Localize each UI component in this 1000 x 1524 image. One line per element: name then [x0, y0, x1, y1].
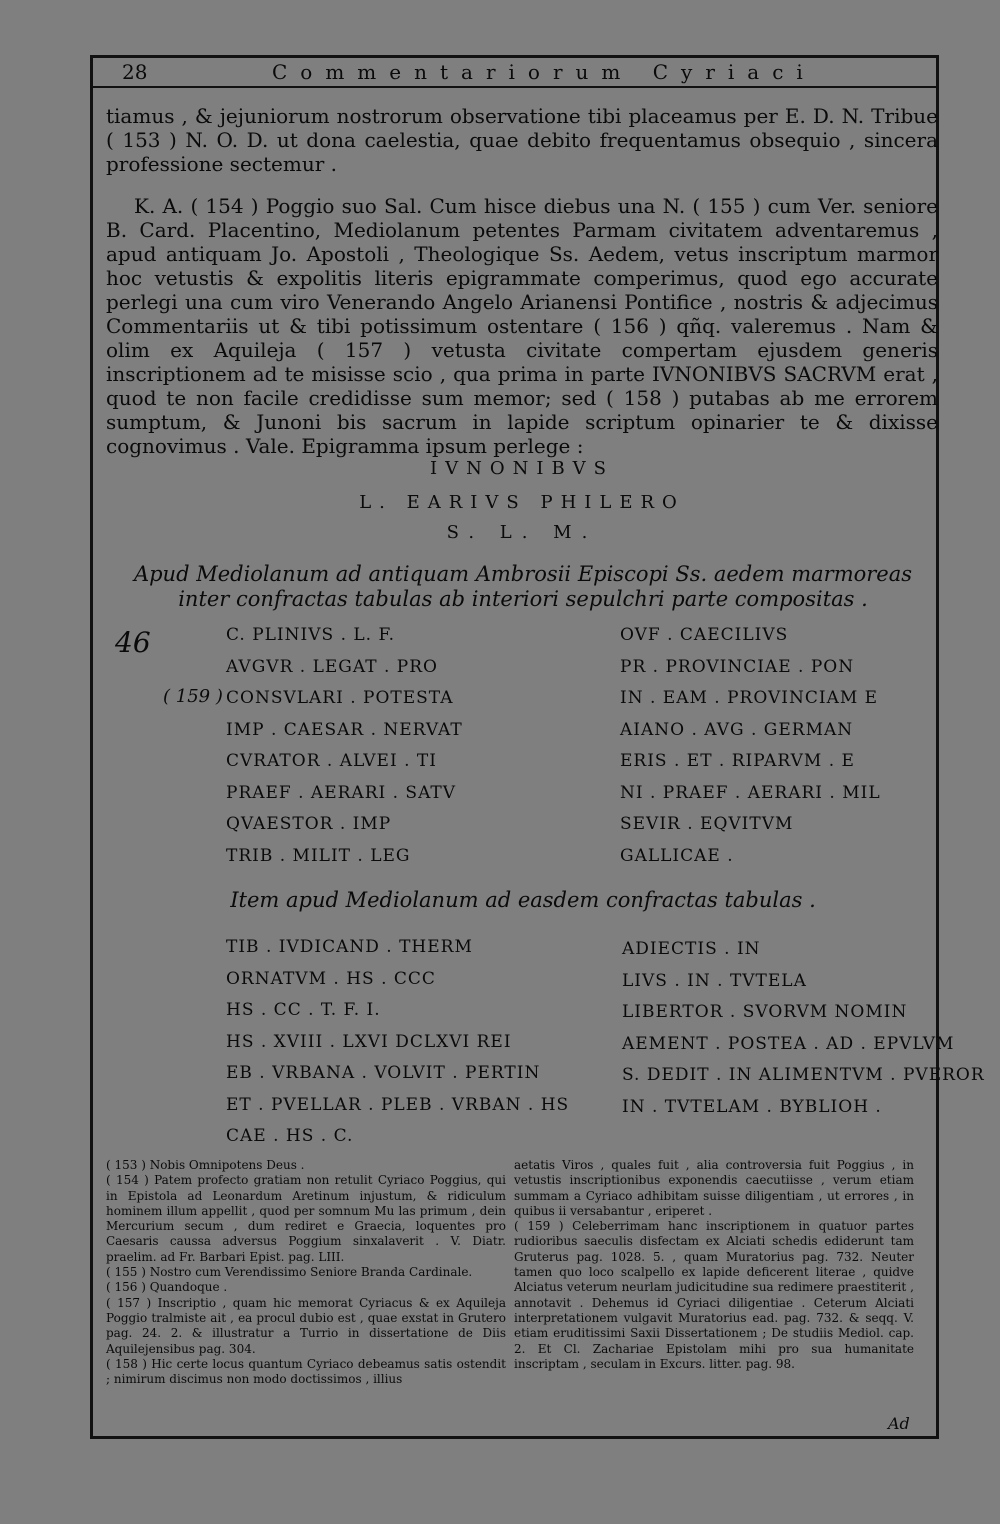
- inscription-line: CVRATOR . ALVEI . TI: [226, 751, 437, 771]
- inscription-line: AVGVR . LEGAT . PRO: [226, 656, 438, 677]
- inscription-line: IN . EAM . PROVINCIAM E: [620, 688, 879, 708]
- inscription-line: LIVS . IN . TVTELA: [622, 970, 807, 991]
- running-head: [112, 58, 932, 86]
- inscription-line: IN . TVTELAM . BYBLIOH .: [622, 1096, 882, 1117]
- body-paragraph-2: K. A. ( 154 ) Poggio suo Sal. Cum hisce diebus una N. ( 155 ) cum Ver. seniore B. Card. Placentino, Mediolanum petentes Parmam civitatem adventaremus , apud antiquam Jo. Apostoli , Theologique Ss. Aedem, vetus inscriptum marmor hoc vetustis & expolitis literis epigrammate comperimus, quod ego accurate perlegi una cum viro Venerando Angelo Arianensi Pontifice , nostris & adjecimus Commentariis ut & tibi potissimum ostentare ( 156 ) qñq. valeremus . Nam & olim ex Aquileja ( 157 ) vetusta civitate compertam ejusdem generis inscriptionem ad te misisse scio , qua prima in parte IVNONIBVS SACRVM erat , quod te non facile credidisse sum memor; sed ( 158 ) putabas ab me errorem sumptum, & Junoni bis sacrum in lapide scriptum opinarier te & dixisse cognovimus . Vale. Epigramma ipsum perlege :: [106, 194, 938, 458]
- inscription-1-left-column: [226, 620, 463, 872]
- inscription-line: OVF . CAECILIVS: [620, 625, 789, 645]
- footnote: ( 158 ) Hic certe locus quantum Cyriaco debeamus satis ostendit ; nimirum discimus non modo doctissimos , illius: [106, 1356, 506, 1387]
- inscription-line: NI . PRAEF . AERARI . MIL: [620, 782, 881, 803]
- footnote: aetatis Viros , quales fuit , alia controversia fuit Poggius , in vetustis inscriptionibus exponendis caecutiisse , verum etiam summam a Cyriaco adhibitam suisse diligentiam , ut errores , in quibus ii versabantur , eriperet .: [514, 1158, 914, 1218]
- footnote: ( 155 ) Nostro cum Verendissimo Seniore Branda Cardinale.: [106, 1265, 473, 1280]
- inscription-line: ERIS . ET . RIPARVM . E: [620, 751, 855, 771]
- inscription-line: PRAEF . AERARI . SATV: [226, 782, 457, 803]
- inscription-line: CAE . HS . C.: [226, 1126, 354, 1146]
- inscription-line: C. PLINIVS . L. F.: [226, 625, 396, 645]
- inscription-line: QVAESTOR . IMP: [226, 814, 392, 834]
- inscription-caption-2: Item apud Mediolanum ad easdem confractas tabulas .: [230, 888, 816, 912]
- footnote: ( 156 ) Quandoque .: [106, 1280, 228, 1295]
- inscription-line: ADIECTIS . IN: [622, 939, 761, 959]
- inscription-2-right-column: [622, 934, 985, 1123]
- inscription-1-right-column: [620, 620, 881, 872]
- inscription-line: HS . XVIII . LXVI DCLXVI REI: [226, 1031, 512, 1052]
- inscription-line: HS . CC . T. F. I.: [226, 1000, 381, 1020]
- inscription-caption-1: Apud Mediolanum ad antiquam Ambrosii Episcopi Ss. aedem marmoreas inter confractas tabulas ab interiori sepulchri parte compositas .: [133, 562, 913, 611]
- bottom-rule: [92, 1436, 938, 1439]
- footnotes-left-column: [106, 1158, 506, 1387]
- side-number: 46: [115, 626, 151, 659]
- inscription-line: CONSVLARI . POTESTA: [226, 688, 454, 708]
- inscription-2-left-column: [226, 932, 569, 1153]
- inscription-line: SEVIR . EQVITVM: [620, 814, 794, 834]
- inscription-line: EB . VRBANA . VOLVIT . PERTIN: [226, 1063, 541, 1083]
- body-text: [106, 104, 938, 476]
- inscription-heading-line-3: S. L. M.: [446, 522, 598, 543]
- running-title: Commentariorum Cyriaci: [272, 60, 816, 84]
- catchword: Ad: [888, 1414, 910, 1433]
- footnote: ( 157 ) Inscriptio , quam hic memorat Cyriacus & ex Aquileja Poggio tralmiste ait , ea procul dubio est , quae exstat in Grutero pag. 24. 2. & illustratur a Turrio in dissertatione de Diis Aquilejensibus pag. 304.: [106, 1295, 506, 1356]
- inscription-line: AEMENT . POSTEA . AD . EPVLVM: [622, 1033, 955, 1054]
- margin-footnote-ref: ( 159 ): [163, 686, 223, 707]
- inscription-heading-line-1: IVNONIBVS: [429, 458, 615, 479]
- inscription-line: ET . PVELLAR . PLEB . VRBAN . HS: [226, 1094, 570, 1115]
- inscription-line: PR . PROVINCIAE . PON: [620, 656, 855, 677]
- left-frame-rule: [90, 55, 93, 1439]
- footnotes-right-column: [514, 1158, 914, 1372]
- footnote: ( 154 ) Patem profecto gratiam non retulit Cyriaco Poggius, qui in Epistola ad Leonardum Aretinum injustum, & ridiculum hominem illum appellit , quod per somnum Mu las primum , dein Mercurium secum , dum rediret e Graecia, loquentes pro Caesaris caussa adversus Poggium sinxalaverit . V. Diatr. praelim. ad Fr. Barbari Epist. pag. LIII.: [106, 1173, 506, 1264]
- footnote: ( 153 ) Nobis Omnipotens Deus .: [106, 1158, 305, 1172]
- inscription-line: IMP . CAESAR . NERVAT: [226, 719, 463, 740]
- inscription-line: TRIB . MILIT . LEG: [226, 845, 411, 866]
- page-number: 28: [122, 60, 148, 84]
- inscription-line: TIB . IVDICAND . THERM: [226, 937, 473, 957]
- inscription-line: LIBERTOR . SVORVM NOMIN: [622, 1002, 908, 1022]
- inscription-line: ORNATVM . HS . CCC: [226, 968, 436, 989]
- inscription-heading-line-2: L. EARIVS PHILERO: [359, 492, 685, 513]
- inscription-line: GALLICAE .: [620, 845, 734, 866]
- footnote: ( 159 ) Celeberrimam hanc inscriptionem in quatuor partes rudioribus saeculis disfectam ex Alciati schedis ediderunt tam Gruterus pag. 1028. 5. , quam Muratorius pag. 732. Neuter tamen quo loco scalpello ex lapide deficerent literae , quidve Alciatus veterum neurlam judicitudine sua redimere praestiterit , annotavit . Dehemus id Cyriaci diligentiae . Ceterum Alciati interpretationem vulgavit Muratorius ead. pag. 732. & seqq. V. etiam eruditissimi Saxii Dissertationem ; De studiis Mediol. cap. 2. Et Cl. Zachariae Epistolam mihi pro sua humanitate inscriptam , seculam in Excurs. litter. pag. 98.: [514, 1219, 914, 1371]
- inscription-line: AIANO . AVG . GERMAN: [620, 719, 854, 740]
- body-paragraph-1: tiamus , & jejuniorum nostrorum observatione tibi placeamus per E. D. N. Tribue ( 153 ) N. O. D. ut dona caelestia, quae debito frequentamus obsequio , sincera professione sectemur .: [106, 104, 938, 176]
- header-rule: [92, 86, 938, 88]
- inscription-line: S. DEDIT . IN ALIMENTVM . PVEROR: [622, 1065, 985, 1085]
